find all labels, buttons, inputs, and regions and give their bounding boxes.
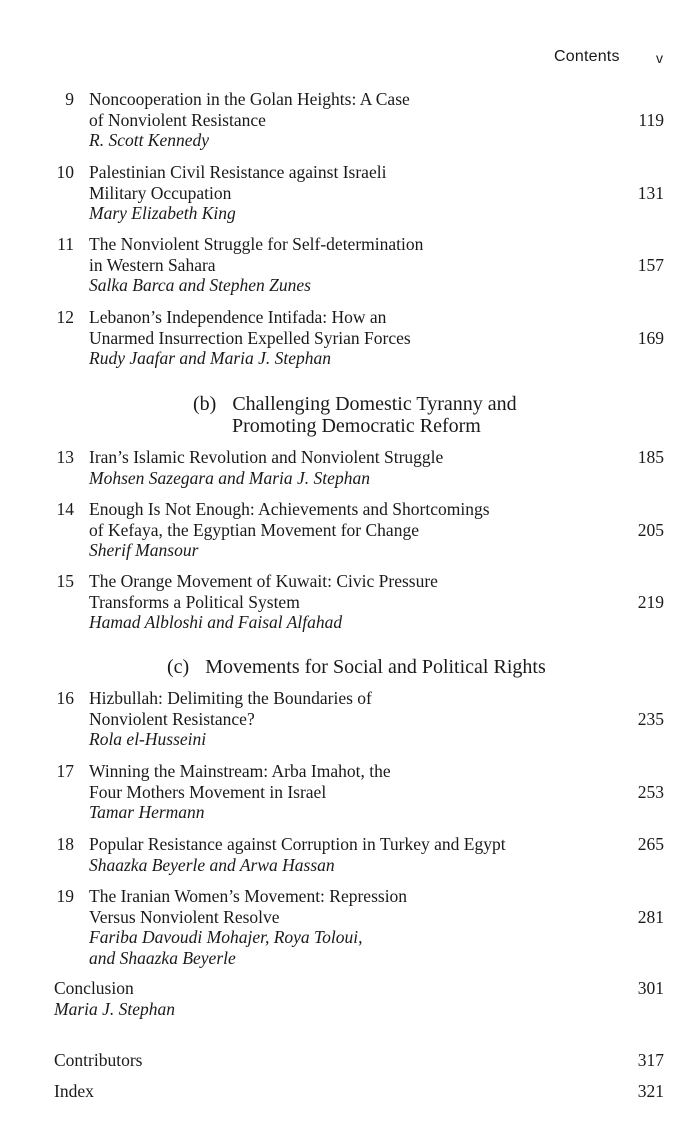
chapter-number: 15 <box>56 571 74 591</box>
section-title: Movements for Social and Political Rights <box>205 656 546 678</box>
chapter-page-number: 281 <box>637 907 664 927</box>
section-letter: (c) <box>167 656 190 678</box>
chapter-title-line: Four Mothers Movement in Israel <box>89 781 327 802</box>
chapter-page-number: 235 <box>637 709 664 729</box>
chapter-title-line: Unarmed Insurrection Expelled Syrian Forces <box>89 327 411 348</box>
chapter-title-line: The Nonviolent Struggle for Self-determination <box>89 234 424 254</box>
chapter-author: Tamar Hermann <box>89 802 205 822</box>
chapter-author: Salka Barca and Stephen Zunes <box>89 275 311 295</box>
chapter-author: Mary Elizabeth King <box>89 203 236 223</box>
index-page-number: 321 <box>637 1081 664 1101</box>
chapter-author: Rola el-Husseini <box>89 729 207 749</box>
conclusion-title: Conclusion <box>54 978 134 998</box>
chapter-number: 11 <box>57 234 74 254</box>
chapter-number: 9 <box>65 89 74 109</box>
section-title-line: Challenging Domestic Tyranny and <box>232 393 517 415</box>
chapter-title-line: in Western Sahara <box>89 254 216 275</box>
toc-entry-contributors <box>54 1050 664 1071</box>
conclusion-author: Maria J. Stephan <box>54 998 176 1019</box>
conclusion-page-number: 301 <box>637 978 664 998</box>
toc-entry-conclusion <box>54 978 664 1019</box>
chapter-title-line: Enough Is Not Enough: Achievements and Shortcomings <box>89 499 490 519</box>
chapter-author: Shaazka Beyerle and Arwa Hassan <box>89 854 335 875</box>
section-title-line: Promoting Democratic Reform <box>232 415 481 437</box>
chapter-title-line: Transforms a Political System <box>89 591 300 612</box>
chapter-title-line: Iran’s Islamic Revolution and Nonviolent Struggle <box>89 447 444 467</box>
page-number: v <box>656 50 663 66</box>
toc-entry-index <box>54 1081 664 1102</box>
chapter-page-number: 185 <box>637 447 664 467</box>
chapter-number: 16 <box>56 688 74 708</box>
contributors-title: Contributors <box>54 1050 143 1070</box>
section-letter: (b) <box>193 393 217 415</box>
chapter-number: 13 <box>56 447 74 467</box>
chapter-title-line: Popular Resistance against Corruption in Turkey and Egypt <box>89 834 506 854</box>
index-title: Index <box>54 1081 94 1101</box>
chapter-author: and Shaazka Beyerle <box>89 947 236 968</box>
section-heading-b <box>193 393 517 437</box>
chapter-title-line: Lebanon’s Independence Intifada: How an <box>89 307 387 327</box>
chapter-title-line: The Orange Movement of Kuwait: Civic Pressure <box>89 571 438 591</box>
chapter-title-line: Palestinian Civil Resistance against Israeli <box>89 162 387 182</box>
chapter-number: 10 <box>56 162 74 182</box>
chapter-title-line: Noncooperation in the Golan Heights: A Case <box>89 89 410 109</box>
chapter-page-number: 205 <box>637 520 664 540</box>
chapter-page-number: 253 <box>637 782 664 802</box>
chapter-number: 19 <box>56 886 74 906</box>
chapter-number: 18 <box>56 834 74 854</box>
chapter-author: Hamad Albloshi and Faisal Alfahad <box>89 612 343 632</box>
chapter-title-line: Nonviolent Resistance? <box>89 708 255 729</box>
chapter-title-line: of Nonviolent Resistance <box>89 109 266 130</box>
chapter-number: 14 <box>56 499 74 519</box>
contributors-page-number: 317 <box>637 1050 664 1070</box>
chapter-page-number: 219 <box>637 592 664 612</box>
chapter-page-number: 157 <box>637 255 664 275</box>
chapter-title-line: Hizbullah: Delimiting the Boundaries of <box>89 688 372 708</box>
chapter-page-number: 169 <box>637 328 664 348</box>
chapter-author: Mohsen Sazegara and Maria J. Stephan <box>89 467 370 488</box>
chapter-title-line: The Iranian Women’s Movement: Repression <box>89 886 408 906</box>
chapter-page-number: 131 <box>637 183 664 203</box>
chapter-author: Fariba Davoudi Mohajer, Roya Toloui, <box>89 927 363 947</box>
running-head: Contents <box>554 48 620 65</box>
chapter-title-line: Versus Nonviolent Resolve <box>89 906 280 927</box>
chapter-page-number: 265 <box>637 834 664 854</box>
chapter-title-line: Military Occupation <box>89 182 232 203</box>
chapter-author: R. Scott Kennedy <box>89 130 210 150</box>
chapter-number: 12 <box>56 307 74 327</box>
chapter-author: Sherif Mansour <box>89 540 199 560</box>
chapter-title-line: Winning the Mainstream: Arba Imahot, the <box>89 761 391 781</box>
chapter-number: 17 <box>56 761 74 781</box>
chapter-title-line: of Kefaya, the Egyptian Movement for Change <box>89 519 419 540</box>
chapter-author: Rudy Jaafar and Maria J. Stephan <box>89 348 332 368</box>
section-heading-c <box>167 656 546 678</box>
chapter-page-number: 119 <box>638 110 664 130</box>
